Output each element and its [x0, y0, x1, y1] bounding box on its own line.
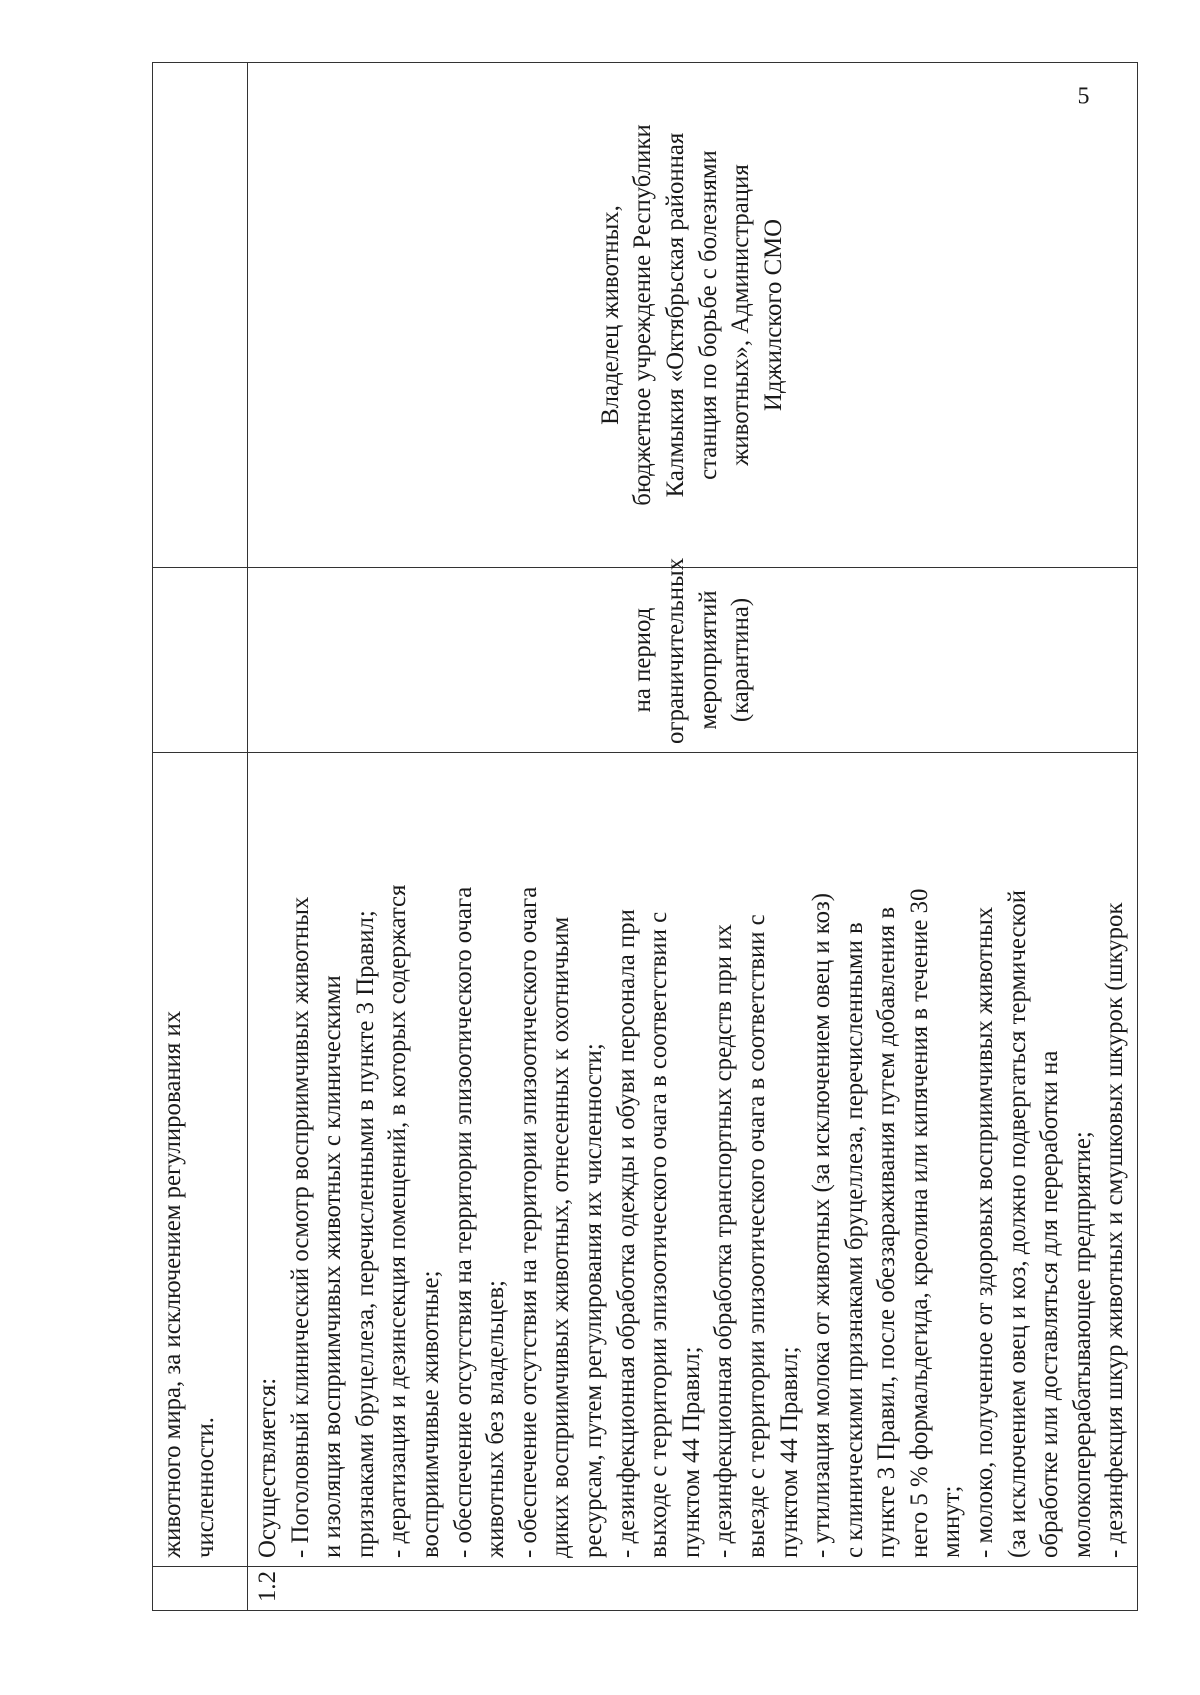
- text-line: выезде с территории эпизоотического очага в соответствии с: [742, 914, 770, 1558]
- text-line: - утилизация молока от животных (за исключением овец и коз): [808, 892, 836, 1558]
- responsible-cell: [248, 63, 1138, 568]
- text-line: - дезинфекционная обработка транспортных средств при их: [710, 924, 738, 1558]
- table-row-1-2: [248, 63, 1138, 1611]
- text-line: минут;: [938, 1485, 966, 1558]
- text-line: ограничительных: [661, 557, 689, 744]
- row-number: 1.2: [248, 1567, 1138, 1611]
- empty-number-cell: [153, 1567, 248, 1611]
- text-line: - обеспечение отсутствия на территории эпизоотического очага: [449, 886, 477, 1558]
- text-line: численности.: [191, 1417, 219, 1558]
- text-line: мероприятий: [694, 590, 722, 730]
- text-line: выходе с территории эпизоотического очага в соответствии с: [645, 911, 673, 1558]
- text-line: - дезинфекция шкур животных и смушковых шкурок (шкурок: [1101, 902, 1129, 1558]
- text-line: - молоко, полученное от здоровых восприимчивых животных: [971, 906, 999, 1558]
- text-line: пункте 3 Правил, после обеззараживания путем добавления в: [873, 906, 901, 1558]
- text-line: (за исключением овец и коз, должно подвергаться термической: [1003, 889, 1031, 1558]
- text-line: - Поголовный клинический осмотр восприимчивых животных: [286, 896, 314, 1558]
- text-line: признаками бруцеллеза, перечисленными в пункте 3 Правил;: [351, 910, 379, 1558]
- table-row-continuation: [153, 63, 248, 1611]
- text-line: животных», Администрация: [727, 164, 755, 466]
- text-line: - дезинфекционная обработка одежды и обуви персонала при: [612, 909, 640, 1558]
- continuation-text-cell: [153, 753, 248, 1567]
- text-line: восприимчивые животные;: [416, 1270, 444, 1558]
- text-line: него 5 % формальдегида, креолина или кипячения в течение 30: [905, 888, 933, 1558]
- text-line: - дератизация и дезинсекция помещений, в которых содержатся: [384, 884, 412, 1558]
- text-line: на период: [629, 607, 657, 713]
- empty-responsible-cell: [153, 63, 248, 568]
- text-line: Владелец животных,: [596, 205, 624, 425]
- page-number: 5: [1077, 83, 1090, 110]
- text-line: станция по борьбе с болезнями: [694, 150, 722, 480]
- text-line: животных без владельцев;: [482, 1280, 510, 1558]
- text-line: (карантина): [727, 597, 755, 723]
- measures-description-cell: [248, 753, 1138, 1567]
- text-line: Осуществляется:: [254, 1377, 281, 1558]
- text-line: Калмыкия «Октябрьская районная: [661, 132, 689, 498]
- period-cell: [248, 557, 1138, 753]
- measures-table: [152, 62, 1138, 1611]
- text-line: с клиническими признаками бруцеллеза, перечисленными в: [840, 922, 868, 1558]
- text-line: обработке или доставляться для переработки на: [1036, 1050, 1064, 1558]
- text-line: ресурсам, путем регулирования их численности;: [579, 1043, 607, 1558]
- empty-period-cell: [153, 568, 248, 753]
- text-line: - обеспечение отсутствия на территории эпизоотического очага: [514, 886, 542, 1558]
- text-line: Иджилского СМО: [759, 218, 787, 412]
- text-line: диких восприимчивых животных, отнесенных к охотничьим: [547, 916, 575, 1558]
- text-line: пунктом 44 Правил;: [775, 1346, 803, 1558]
- text-line: молокоперерабатывающее предприятие;: [1068, 1131, 1096, 1558]
- text-line: и изоляция восприимчивых животных с клиническими: [319, 975, 347, 1558]
- text-line: пунктом 44 Правил;: [677, 1346, 705, 1558]
- text-line: бюджетное учреждение Республики: [629, 124, 657, 506]
- text-line: животного мира, за исключением регулирования их: [159, 1010, 186, 1558]
